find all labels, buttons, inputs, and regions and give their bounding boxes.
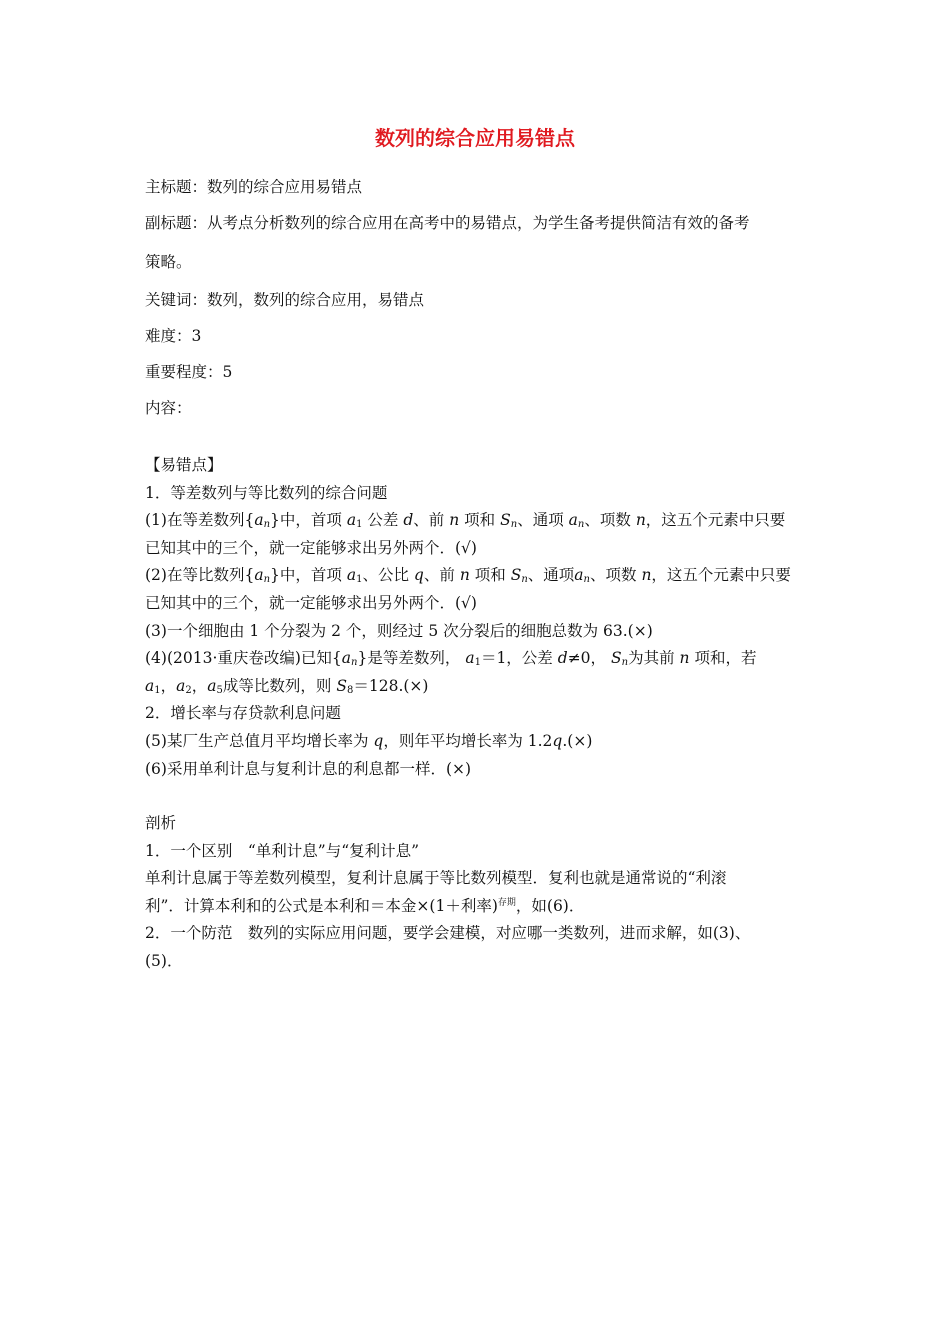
analysis-heading: 剖析: [145, 814, 177, 832]
content-block: [145, 396, 810, 420]
content-line: 内容：: [145, 399, 192, 417]
heading-1: 1．等差数列与等比数列的综合问题: [145, 483, 388, 502]
item-6: (6)采用单利计息与复利计息的利息都一样．(×): [145, 759, 472, 778]
importance-line: 重要程度：5: [145, 363, 233, 381]
analysis-1-heading: 1．一个区别 “单利计息”与“复利计息”: [145, 841, 420, 860]
section-heading: 【易错点】: [145, 456, 223, 474]
keywords-line: 关键词：数列，数列的综合应用，易错点: [145, 291, 425, 309]
item-1-line-1: (1)在等差数列$\{a_n\}$中，首项 $a_1$ 公差 d、前 n 项和 $S_n$、通项 $a_n$、项数 n，这五个元素中只要: [145, 511, 786, 531]
importance-block: [145, 360, 810, 384]
subtitle-line-2: 策略。: [145, 253, 192, 271]
main-title-line: 主标题：数列的综合应用易错点: [145, 178, 363, 196]
analysis-2-line-1: 2．一个防范 数列的实际应用问题，要学会建模，对应哪一类数列，进而求解，如(3)、: [145, 924, 751, 943]
item-3: (3)一个细胞由 1 个分裂为 2 个，则经过 5 次分裂后的细胞总数为 63.(×): [145, 621, 653, 640]
item-5: (5)某厂生产总值月平均增长率为 q，则年平均增长率为 1.2q.(×): [145, 731, 593, 750]
keywords-block: [145, 288, 810, 312]
analysis-1-line-1: 单利计息属于等差数列模型，复利计息属于等比数列模型．复利也就是通常说的“利滚: [145, 869, 727, 888]
analysis-section: [145, 810, 810, 976]
document-title: 数列的综合应用易错点: [375, 126, 575, 150]
subtitle-cont-block: [145, 250, 810, 274]
item-1-line-2: 已知其中的三个，就一定能够求出另外两个．(√): [145, 538, 477, 557]
heading-2: 2．增长率与存贷款利息问题: [145, 704, 341, 723]
item-2-line-1: (2)在等比数列$\{a_n\}$中，首项 $a_1$、公比 q、前 n 项和 $S_n$、通项$a_n$、项数 n，这五个元素中只要: [145, 566, 791, 586]
error-points-section: [145, 452, 810, 783]
subtitle-line-1: 副标题：从考点分析数列的综合应用在高考中的易错点，为学生备考提供简洁有效的备考: [145, 214, 750, 232]
item-2-line-2: 已知其中的三个，就一定能够求出另外两个．(√): [145, 593, 477, 612]
item-4-line-1: (4)(2013·重庆卷改编)已知$\{a_n\}$是等差数列， $a_1=1$，公差 d≠0， $S_n$为其前 n 项和，若: [145, 649, 757, 669]
meta-block: [145, 175, 810, 199]
difficulty-block: [145, 324, 810, 348]
difficulty-line: 难度：3: [145, 327, 202, 345]
analysis-1-line-2: 利”．计算本利和的公式是本利和＝本金×(1＋利率)$^{存期}$，如(6)．: [145, 896, 585, 915]
analysis-2-line-2: (5)．: [145, 951, 183, 970]
subtitle-block: [145, 211, 810, 235]
item-4-line-2: $a_1$，$a_2$，$a_5$成等比数列，则 $S_8=128.(\times)$: [145, 676, 429, 696]
